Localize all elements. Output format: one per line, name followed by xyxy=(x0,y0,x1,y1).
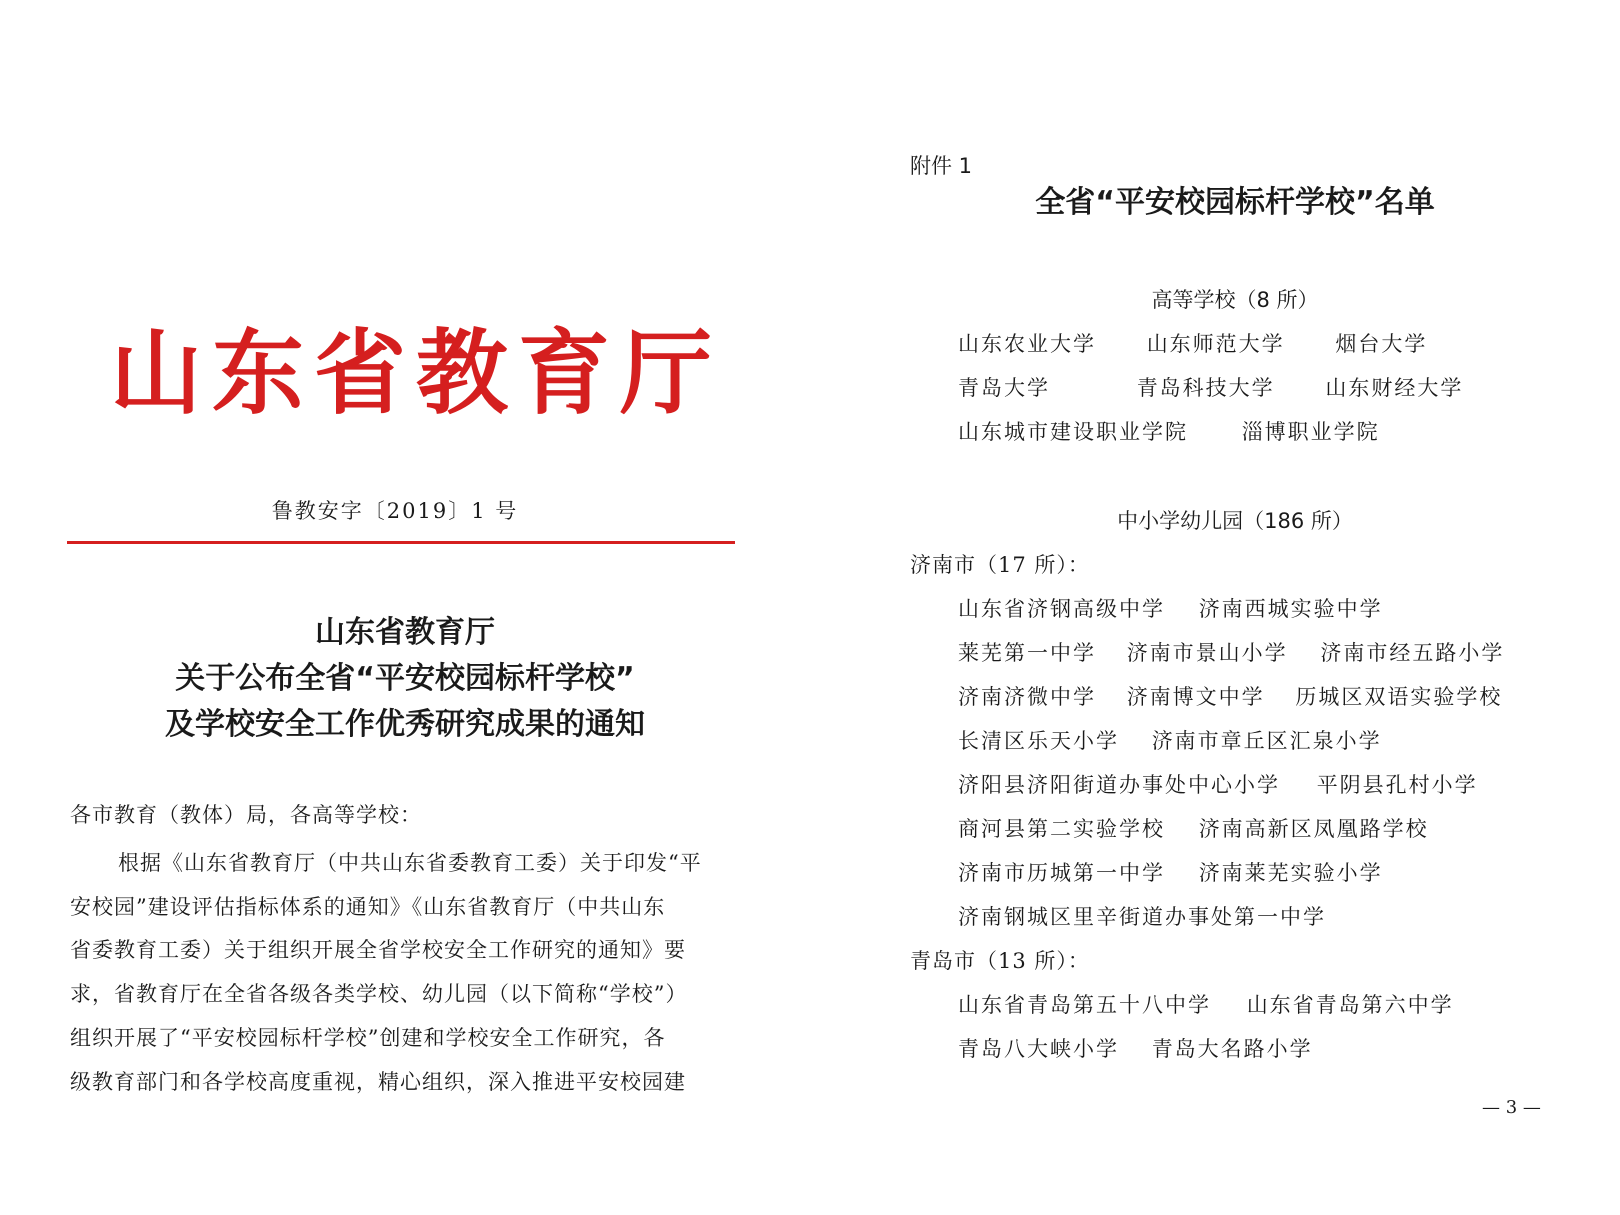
school-name: 青岛科技大学 xyxy=(1136,376,1275,400)
document-number: 鲁教安字〔2019〕1 号 xyxy=(271,499,519,523)
school-name: 山东省济钢高级中学 xyxy=(958,597,1165,621)
school-row xyxy=(958,328,1427,358)
school-name: 济南高新区凤凰路学校 xyxy=(1198,817,1429,841)
school-name: 山东省青岛第五十八中学 xyxy=(958,993,1211,1017)
school-name: 济南市经五路小学 xyxy=(1320,641,1505,665)
school-name: 济南市景山小学 xyxy=(1126,641,1288,665)
school-name: 山东农业大学 xyxy=(958,332,1096,356)
school-name: 山东省青岛第六中学 xyxy=(1246,993,1454,1017)
school-row xyxy=(958,725,1382,755)
school-name: 平阴县孔村小学 xyxy=(1316,773,1478,797)
city-label-qingdao: 青岛市（13 所）： xyxy=(910,949,1090,973)
school-name: 山东师范大学 xyxy=(1146,332,1285,356)
school-row xyxy=(958,681,1502,711)
body-line: 级教育部门和各学校高度重视，精心组织，深入推进平安校园建 xyxy=(70,1069,686,1094)
school-row xyxy=(958,813,1429,843)
school-name: 淄博职业学院 xyxy=(1241,420,1380,444)
school-row xyxy=(958,857,1383,887)
right-page xyxy=(810,0,1620,1215)
body-line: 求，省教育厅在全省各级各类学校、幼儿园（以下简称“学校”） xyxy=(70,982,688,1007)
school-row xyxy=(958,372,1463,402)
notice-title-line: 关于公布全省“平安校园标杆学校” xyxy=(175,661,635,696)
school-name: 济南济微中学 xyxy=(958,685,1096,709)
school-name: 长清区乐天小学 xyxy=(958,729,1119,753)
school-name: 济南市章丘区汇泉小学 xyxy=(1151,729,1382,753)
school-name: 山东财经大学 xyxy=(1325,376,1464,400)
school-row xyxy=(958,637,1504,667)
notice-title xyxy=(60,610,750,748)
body-line: 组织开展了“平安校园标杆学校”创建和学校安全工作研究，各 xyxy=(70,1025,666,1050)
school-name: 济南钢城区里辛街道办事处第一中学 xyxy=(958,905,1326,929)
body-line: 省委教育工委）关于组织开展全省学校安全工作研究的通知》要 xyxy=(70,938,686,963)
school-row xyxy=(958,416,1380,446)
school-row xyxy=(958,1033,1313,1063)
school-name: 莱芜第一中学 xyxy=(958,641,1096,665)
page-number: — 3 — xyxy=(1482,1097,1541,1118)
k12-heading: 中小学幼儿园（186 所） xyxy=(1117,509,1353,533)
school-name: 青岛大名路小学 xyxy=(1151,1037,1313,1061)
city-label-jinan: 济南市（17 所）： xyxy=(910,553,1090,577)
school-name: 济南市历城第一中学 xyxy=(958,861,1165,885)
school-name: 商河县第二实验学校 xyxy=(958,817,1165,841)
school-row xyxy=(958,901,1326,931)
school-name: 济阳县济阳街道办事处中心小学 xyxy=(958,773,1280,797)
agency-title: 山东省教育厅 xyxy=(110,319,723,427)
school-name: 济南莱芜实验小学 xyxy=(1198,861,1383,885)
red-divider-line xyxy=(67,541,735,544)
school-name: 历城区双语实验学校 xyxy=(1295,685,1503,709)
attachment-label: 附件 1 xyxy=(910,154,973,178)
school-row xyxy=(958,593,1383,623)
left-page xyxy=(0,0,790,1215)
list-title: 全省“平安校园标杆学校”名单 xyxy=(1035,185,1435,220)
body-line: 安校园”建设评估指标体系的通知》《山东省教育厅（中共山东 xyxy=(70,894,666,919)
school-name: 山东城市建设职业学院 xyxy=(958,420,1188,444)
higher-education-heading: 高等学校（8 所） xyxy=(1151,288,1319,312)
school-name: 济南博文中学 xyxy=(1126,685,1265,709)
school-row xyxy=(958,769,1478,799)
school-name: 青岛八大峡小学 xyxy=(958,1037,1119,1061)
school-name: 烟台大学 xyxy=(1335,332,1428,356)
school-name: 济南西城实验中学 xyxy=(1198,597,1383,621)
body-line: 根据《山东省教育厅（中共山东省委教育工委）关于印发“平 xyxy=(118,851,702,875)
notice-body xyxy=(70,842,740,1104)
salutation: 各市教育（教体）局，各高等学校： xyxy=(70,803,422,827)
school-name: 青岛大学 xyxy=(958,376,1050,400)
notice-title-line: 及学校安全工作优秀研究成果的通知 xyxy=(165,707,645,742)
school-row xyxy=(958,989,1454,1019)
notice-title-line: 山东省教育厅 xyxy=(315,615,495,650)
